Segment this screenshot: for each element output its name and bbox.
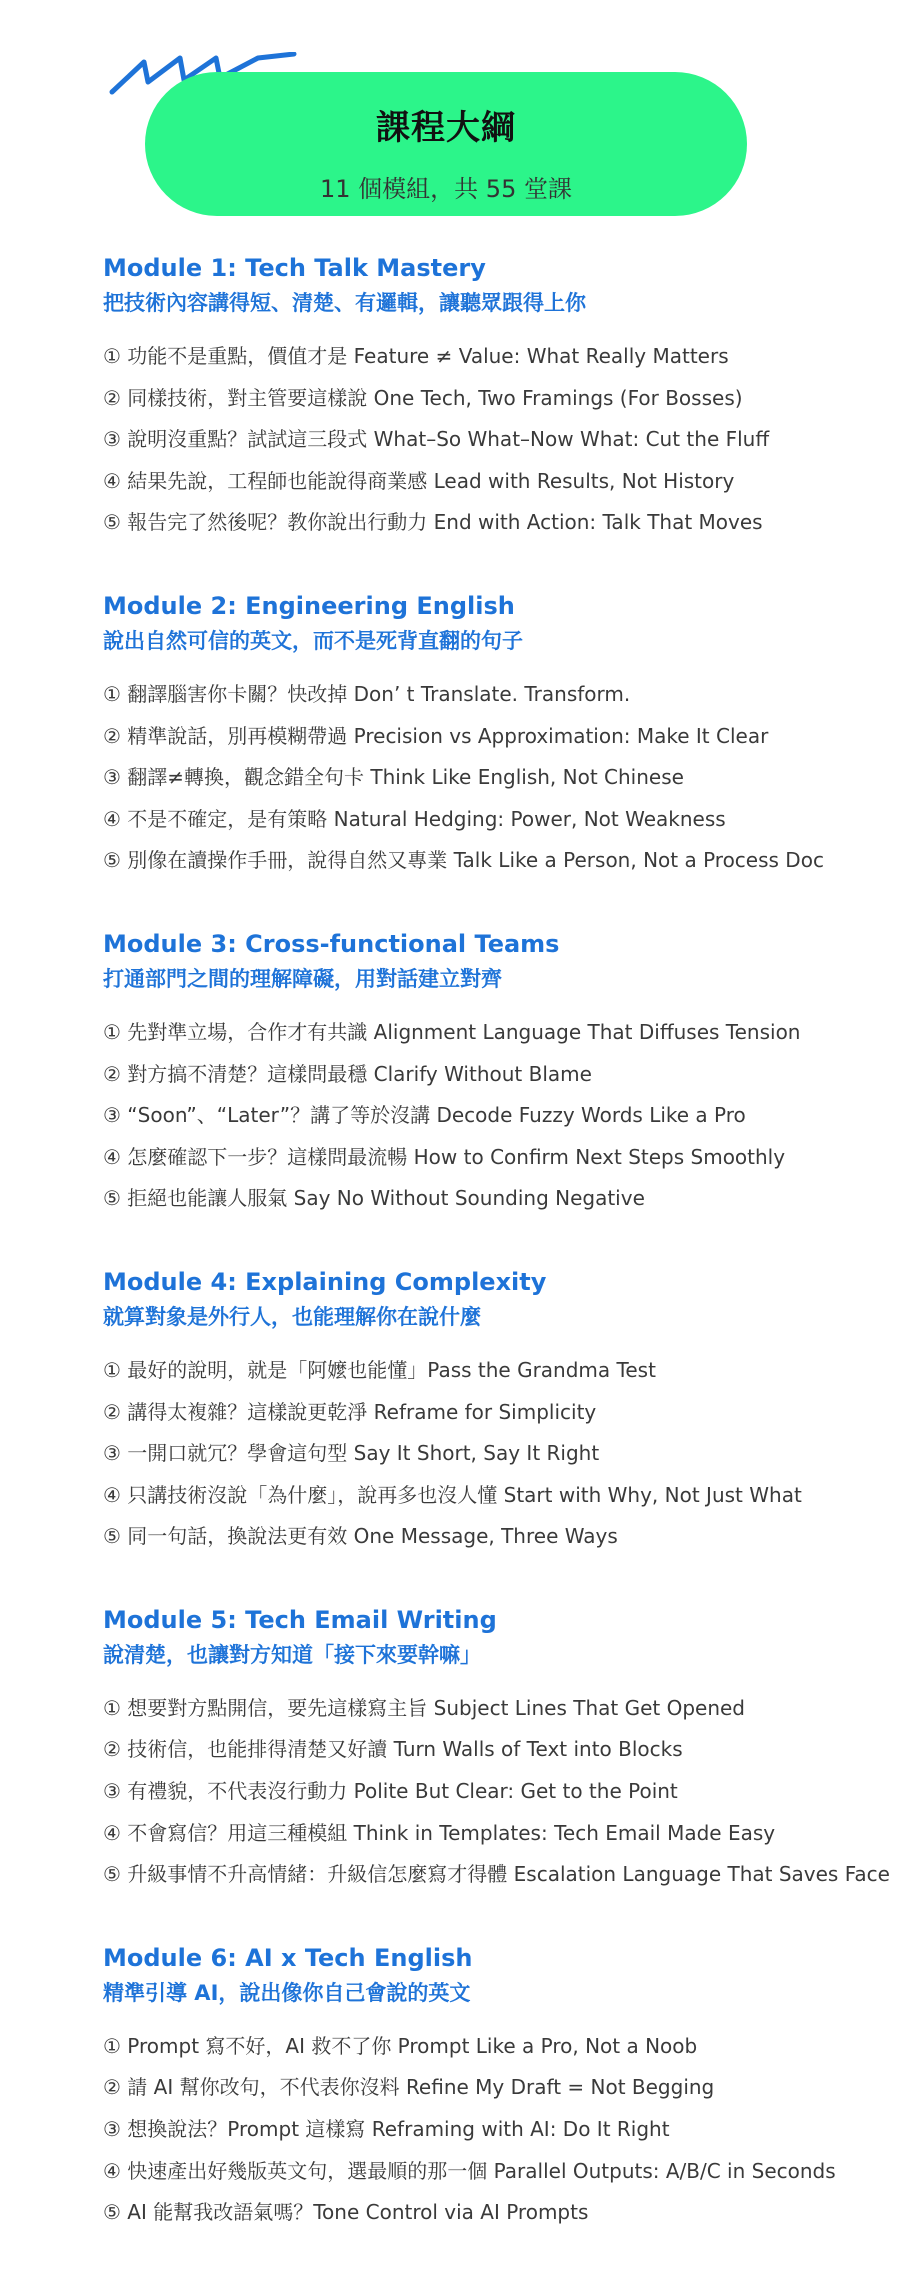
module-subtitle: 把技術內容講得短、清楚、有邏輯，讓聽眾跟得上你 [103,291,586,315]
module-subtitle: 說出自然可信的英文，而不是死背直翻的句子 [103,628,523,653]
lesson-item: ③ 翻譯≠轉換，觀念錯全句卡 Think Like English, Not Chinese [103,765,684,790]
lesson-item: ① 翻譯腦害你卡關？快改掉 Don’ t Translate. Transform. [103,681,631,706]
lesson-item: ④ 結果先說，工程師也能說得商業感 Lead with Results, Not History [103,468,735,493]
module-list [103,250,890,2278]
lesson-item: ⑤ AI 能幫我改語氣嗎？Tone Control via AI Prompts [103,2200,589,2225]
module-3 [103,926,883,1220]
module-title: Module 5: Tech Email Writing [103,1605,497,1634]
module-title: Module 2: Engineering English [103,591,515,620]
module-5 [103,1602,890,1896]
module-subtitle: 說清楚，也讓對方知道「接下來要幹嘛」 [103,1642,481,1667]
lesson-item: ⑤ 別像在讀操作手冊，說得自然又專業 Talk Like a Person, Not a Process Doc [103,848,824,873]
course-outline-header [0,0,900,240]
page-subtitle: 11 個模組，共 55 堂課 [320,175,572,203]
module-2 [103,588,883,882]
lesson-item: ① 最好的說明，就是「阿嬤也能懂」Pass the Grandma Test [103,1357,656,1382]
module-subtitle: 就算對象是外行人，也能理解你在說什麼 [103,1304,481,1329]
lesson-item: ② 同樣技術，對主管要這樣說 One Tech, Two Framings (For Bosses) [103,385,743,410]
lesson-item: ① 想要對方點開信，要先這樣寫主旨 Subject Lines That Get Opened [103,1695,745,1720]
lesson-item: ⑤ 同一句話，換說法更有效 One Message, Three Ways [103,1524,618,1549]
lesson-item: ④ 不會寫信？用這三種模組 Think in Templates: Tech Email Made Easy [103,1820,776,1845]
lesson-item: ⑤ 拒絕也能讓人服氣 Say No Without Sounding Negative [103,1186,645,1211]
lesson-item: ② 技術信，也能排得清楚又好讀 Turn Walls of Text into Blocks [103,1737,683,1762]
lesson-item: ③ 說明沒重點？試試這三段式 What–So What–Now What: Cut the Fluff [103,427,770,452]
lesson-item: ① 先對準立場，合作才有共識 Alignment Language That Diffuses Tension [103,1019,801,1044]
module-title: Module 3: Cross-functional Teams [103,929,560,958]
lesson-item: ③ “Soon”、“Later”？講了等於沒講 Decode Fuzzy Words Like a Pro [103,1103,746,1128]
module-subtitle: 打通部門之間的理解障礙，用對話建立對齊 [103,966,502,991]
lesson-item: ④ 怎麼確認下一步？這樣問最流暢 How to Confirm Next Steps Smoothly [103,1144,786,1169]
lesson-item: ③ 想換說法？Prompt 這樣寫 Reframing with AI: Do It Right [103,2117,670,2142]
lesson-item: ② 精準說話，別再模糊帶過 Precision vs Approximation: Make It Clear [103,723,769,748]
header-pill [145,72,747,216]
lesson-item: ④ 不是不確定，是有策略 Natural Hedging: Power, Not Weakness [103,806,726,831]
lesson-item: ② 對方搞不清楚？這樣問最穩 Clarify Without Blame [103,1061,592,1086]
module-title: Module 4: Explaining Complexity [103,1267,547,1296]
lesson-item: ⑤ 報告完了然後呢？教你說出行動力 End with Action: Talk That Moves [103,510,763,535]
lesson-item: ② 請 AI 幫你改句，不代表你沒料 Refine My Draft = Not Begging [103,2075,715,2100]
lesson-item: ⑤ 升級事情不升高情緒：升級信怎麼寫才得體 Escalation Language That Saves Face [103,1862,890,1887]
module-title: Module 6: AI x Tech English [103,1943,473,1972]
module-4 [103,1264,883,1558]
lesson-item: ① 功能不是重點，價值才是 Feature ≠ Value: What Really Matters [103,344,729,368]
lesson-item: ① Prompt 寫不好，AI 救不了你 Prompt Like a Pro, Not a Noob [103,2033,698,2058]
lesson-item: ③ 一開口就冗？學會這句型 Say It Short, Say It Right [103,1441,600,1466]
lesson-item: ④ 只講技術沒說「為什麼」，說再多也沒人懂 Start with Why, Not Just What [103,1482,802,1507]
lesson-item: ③ 有禮貌，不代表沒行動力 Polite But Clear: Get to the Point [103,1779,678,1804]
module-6 [103,1940,883,2234]
page-title: 課程大綱 [376,108,516,148]
lesson-item: ④ 快速產出好幾版英文句，選最順的那一個 Parallel Outputs: A/B/C in Seconds [103,2158,836,2183]
lesson-item: ② 講得太複雜？這樣說更乾淨 Reframe for Simplicity [103,1399,597,1424]
module-1 [103,250,883,544]
module-title: Module 1: Tech Talk Mastery [103,254,486,282]
module-subtitle: 精準引導 AI，說出像你自己會說的英文 [103,1980,471,2005]
